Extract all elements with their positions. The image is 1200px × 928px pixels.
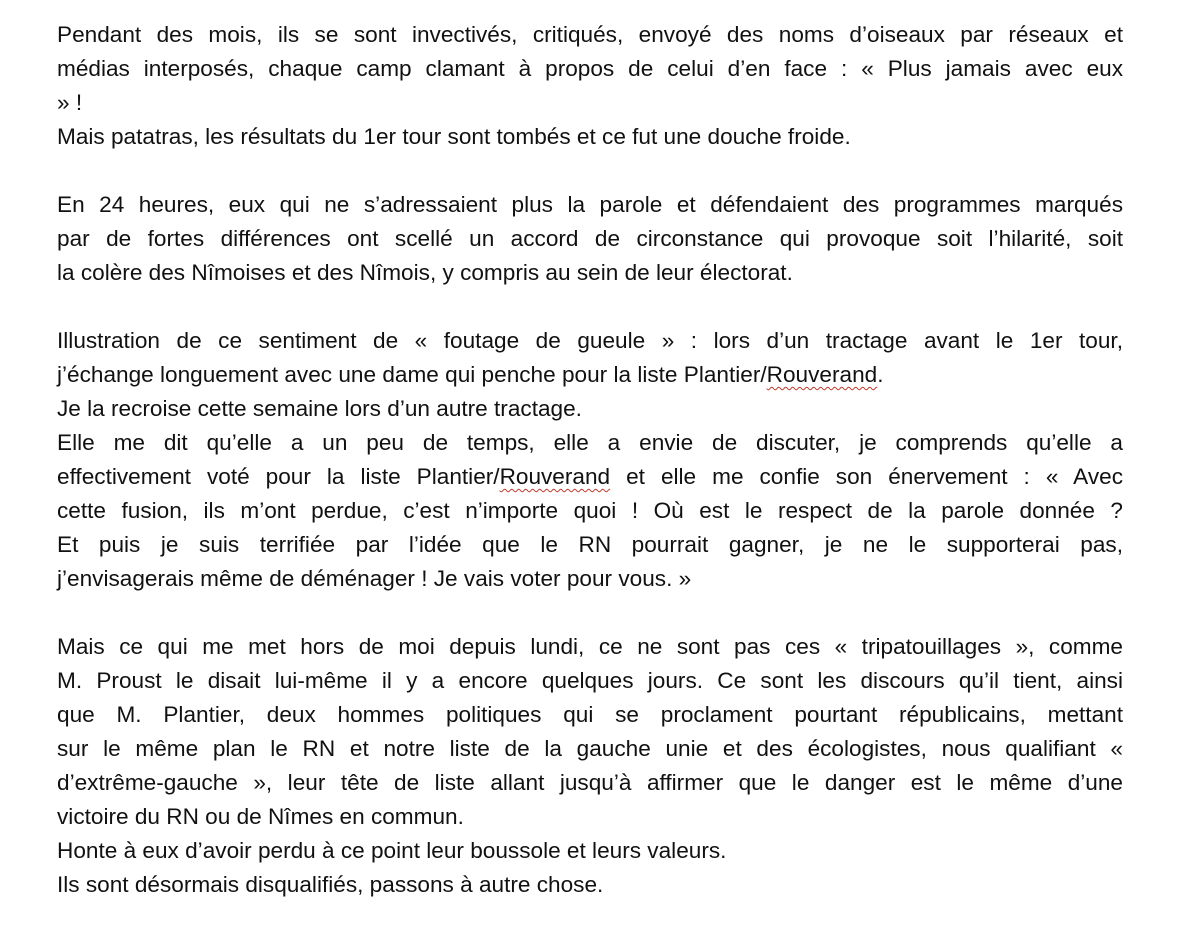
text-line: médias interposés, chaque camp clamant à propos de celui d’en face : « Plus jamais avec eux — [57, 56, 1123, 81]
paragraph-2 — [57, 188, 1123, 290]
text-line — [57, 358, 1123, 392]
text-line: Et puis je suis terrifiée par l’idée que le RN pourrait gagner, je ne le supporterai pas, — [57, 532, 1123, 557]
paragraph-4 — [57, 630, 1123, 902]
text-line: sur le même plan le RN et notre liste de la gauche unie et des écologistes, nous qualifiant « — [57, 736, 1123, 761]
text-segment: et elle me confie son énervement : « Avec — [610, 464, 1123, 489]
text-line: Ils sont désormais disqualifiés, passons à autre chose. — [57, 872, 604, 897]
text-line: d’extrême-gauche », leur tête de liste allant jusqu’à affirmer que le danger est le même d’une — [57, 770, 1123, 795]
text-line: Mais patatras, les résultats du 1er tour sont tombés et ce fut une douche froide. — [57, 124, 851, 149]
text-line: j’envisagerais même de déménager ! Je vais voter pour vous. » — [57, 566, 692, 591]
text-line: victoire du RN ou de Nîmes en commun. — [57, 804, 464, 829]
text-line: Honte à eux d’avoir perdu à ce point leur boussole et leurs valeurs. — [57, 838, 727, 863]
text-line: En 24 heures, eux qui ne s’adressaient plus la parole et défendaient des programmes marqués — [57, 192, 1123, 217]
text-line: M. Proust le disait lui-même il y a encore quelques jours. Ce sont les discours qu’il tient, ainsi — [57, 668, 1123, 693]
text-segment: j’échange longuement avec une dame qui penche pour la liste Plantier/ — [57, 362, 767, 387]
text-line — [57, 460, 1123, 494]
spellcheck-flagged-word[interactable]: Rouverand — [499, 464, 611, 489]
text-line: Mais ce qui me met hors de moi depuis lundi, ce ne sont pas ces « tripatouillages », comme — [57, 634, 1123, 659]
text-line: Pendant des mois, ils se sont invectivés, critiqués, envoyé des noms d’oiseaux par réseaux et — [57, 22, 1123, 47]
paragraph-1 — [57, 18, 1123, 154]
paragraph-spacer — [57, 154, 1123, 188]
paragraph-spacer — [57, 290, 1123, 324]
text-line: Elle me dit qu’elle a un peu de temps, elle a envie de discuter, je comprends qu’elle a — [57, 430, 1123, 455]
spellcheck-flagged-word[interactable]: Rouverand — [766, 362, 878, 387]
paragraph-spacer — [57, 596, 1123, 630]
text-line: cette fusion, ils m’ont perdue, c’est n’importe quoi ! Où est le respect de la parole donnée ? — [57, 498, 1123, 523]
text-line: par de fortes différences ont scellé un accord de circonstance qui provoque soit l’hilarité, soit — [57, 226, 1123, 251]
text-segment: . — [877, 362, 884, 387]
text-line: Illustration de ce sentiment de « foutage de gueule » : lors d’un tractage avant le 1er tour, — [57, 328, 1123, 353]
paragraph-3 — [57, 324, 1123, 596]
document-body — [57, 18, 1123, 902]
text-line: que M. Plantier, deux hommes politiques qui se proclament pourtant républicains, mettant — [57, 702, 1123, 727]
text-line: Je la recroise cette semaine lors d’un autre tractage. — [57, 396, 582, 421]
text-line: la colère des Nîmoises et des Nîmois, y compris au sein de leur électorat. — [57, 260, 793, 285]
text-line: » ! — [57, 90, 83, 115]
text-segment: effectivement voté pour la liste Plantier/ — [57, 464, 500, 489]
